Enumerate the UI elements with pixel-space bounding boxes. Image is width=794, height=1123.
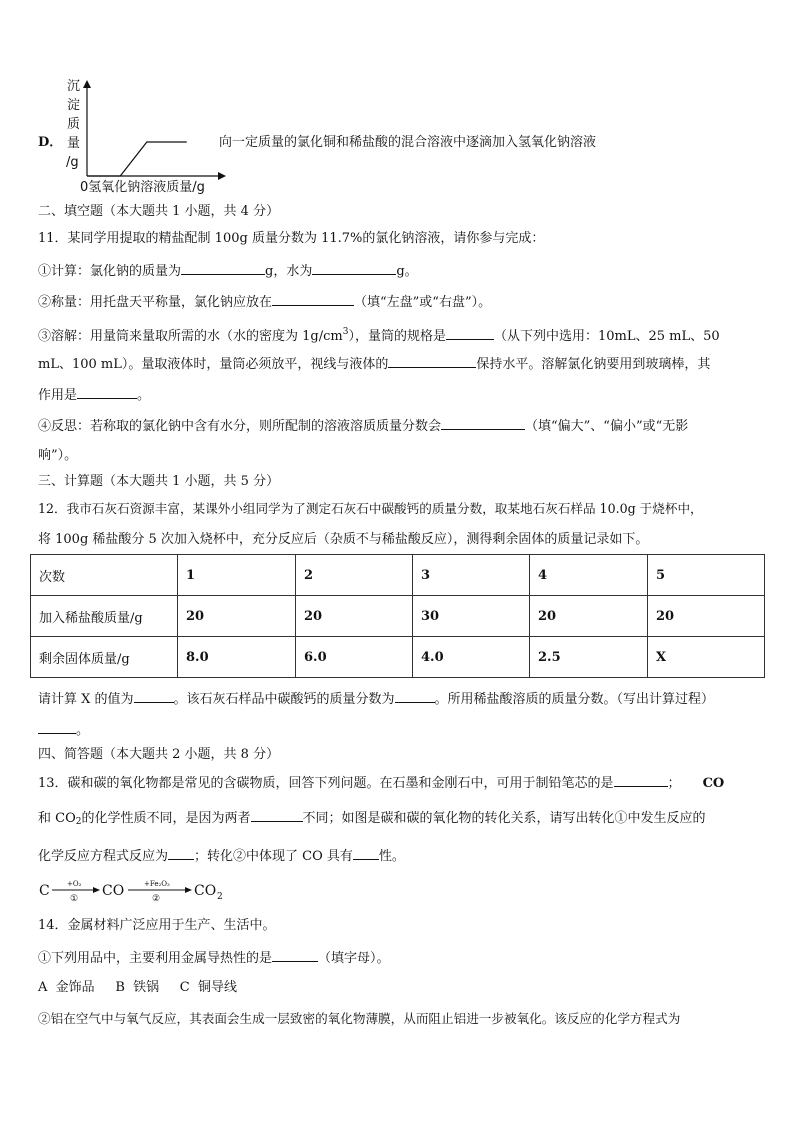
- scheme-arrow-2-top: +Fe₂O₃: [144, 880, 170, 888]
- scheme-co: CO: [102, 883, 125, 899]
- blank: [251, 809, 303, 822]
- chart-ylabel: [66, 79, 80, 170]
- precipitate-chart: [60, 76, 240, 198]
- table-cell: 3: [413, 555, 530, 596]
- q13-line2: 和 $CO_2$的化学性质不同，是因为两者 不同；如图是碳和碳的氧化物的转化关系，请写出转化①中发生反应的: [38, 811, 706, 827]
- q11-part3-line2: mL、100 mL）。量取液体时，量筒必须放平，视线与液体的 保持水平。溶解氯化钠要用到玻璃棒，其: [38, 357, 711, 372]
- table-cell: 4.0: [413, 637, 530, 678]
- blank: [272, 293, 354, 306]
- scheme-co2-sub: 2: [217, 892, 223, 902]
- y-axis-arrow: [83, 80, 91, 88]
- blank: [353, 847, 379, 860]
- option-d-label: D．: [38, 135, 63, 150]
- blank: [446, 327, 494, 340]
- q11-part1: ①计算：氯化钠的质量为 g，水为 g。: [38, 264, 418, 279]
- table-cell: 次数: [31, 555, 178, 596]
- table-cell: 20: [178, 596, 296, 637]
- q12-line2: 将 100g 稀盐酸分 5 次加入烧杯中，充分反应后（杂质不与稀盐酸反应），测得剩余固体的质量记录如下。: [38, 532, 649, 547]
- scheme-arrow-2-bottom: ②: [152, 894, 161, 904]
- chart-ylabel-char: 淀: [67, 98, 81, 113]
- table-row: [31, 637, 765, 678]
- q12-table: [30, 554, 765, 678]
- table-cell: X: [648, 637, 765, 678]
- blank: [38, 721, 76, 734]
- x-axis-arrow: [218, 172, 226, 180]
- scheme-arrowhead-2: [185, 887, 192, 893]
- q11-part3-line3: 作用是 。: [38, 388, 151, 403]
- blank: [181, 262, 265, 275]
- blank: [134, 690, 174, 703]
- table-cell: 5: [648, 555, 765, 596]
- table-cell: 30: [413, 596, 530, 637]
- section-3-heading: 三、计算题（本大题共 1 小题，共 5 分）: [38, 474, 280, 489]
- q11-stem: 11．某同学用提取的精盐配制 100g 质量分数为 11.7%的氯化钠溶液，请你参与完成：: [38, 231, 545, 246]
- scheme-arrow-1-top: +O₂: [67, 880, 82, 888]
- table-cell: 加入稀盐酸质量/g: [31, 596, 178, 637]
- section-2-heading: 二、填空题（本大题共 1 小题，共 4 分）: [38, 204, 280, 219]
- table-cell: 2: [296, 555, 413, 596]
- blank: [272, 949, 318, 962]
- carbon-conversion-scheme: [36, 872, 236, 906]
- q12-ask: 请计算 X 的值为 。该石灰石样品中碳酸钙的质量分数为 。所用稀盐酸溶质的质量分数。（写出计算过程）: [38, 692, 715, 707]
- chart-ylabel-char: 量: [67, 136, 81, 151]
- blank: [614, 774, 668, 787]
- chart-series-line: [87, 142, 187, 176]
- q11-part2: ②称量：用托盘天平称量，氯化钠应放在 （填“左盘”或“右盘”）。: [38, 295, 492, 310]
- blank: [77, 386, 137, 399]
- q11-part3-line1: ③溶解：用量筒来量取所需的水（水的密度为 $1g/cm^3$），量筒的规格是 （从下列中选用：10mL、25 mL、50: [38, 327, 720, 344]
- q14-part1: ①下列用品中，主要利用金属导热性的是 （填字母）。: [38, 951, 390, 966]
- chart-ylabel-char: 质: [67, 117, 81, 132]
- blank: [168, 847, 194, 860]
- option-d-caption: 向一定质量的氯化铜和稀盐酸的混合溶液中逐滴加入氢氧化钠溶液: [219, 135, 597, 150]
- blank: [388, 355, 476, 368]
- scheme-arrow-1-bottom: ①: [70, 894, 79, 904]
- q11-part4-line1: ④反思：若称取的氯化钠中含有水分，则所配制的溶液溶质质量分数会 （填“偏大”、“偏小”或“无影: [38, 419, 689, 434]
- chart-xlabel: 0氢氧化钠溶液质量/g: [80, 180, 205, 195]
- q12-line1: 12．我市石灰石资源丰富，某课外小组同学为了测定石灰石中碳酸钙的质量分数，取某地石灰石样品 10.0g 于烧杯中，: [38, 501, 703, 516]
- section-4-heading: 四、简答题（本大题共 2 小题，共 8 分）: [38, 747, 280, 762]
- table-cell: 4: [530, 555, 648, 596]
- table-cell: 20: [296, 596, 413, 637]
- table-row: [31, 596, 765, 637]
- blank: [395, 690, 435, 703]
- table-cell: 8.0: [178, 637, 296, 678]
- q11-part4-line2: 响”）。: [38, 448, 78, 463]
- q14-options: A 金饰品 B 铁锅 C 铜导线: [38, 980, 238, 995]
- blank: [312, 262, 396, 275]
- table-cell: 20: [648, 596, 765, 637]
- table-cell: 剩余固体质量/g: [31, 637, 178, 678]
- q14-part2: ②铝在空气中与氧气反应，其表面会生成一层致密的氧化物薄膜，从而阻止铝进一步被氧化。该反应的化学方程式为: [38, 1011, 681, 1026]
- table-cell: 6.0: [296, 637, 413, 678]
- blank: [441, 417, 525, 430]
- q13-line1: 13．碳和碳的氧化物都是常见的含碳物质，回答下列问题。在石墨和金刚石中，可用于制铅笔芯的是 ； CO: [38, 776, 725, 791]
- table-cell: 2.5: [530, 637, 648, 678]
- q13-line3: 化学反应方程式反应为 ；转化②中体现了 CO 具有 性。: [38, 849, 405, 864]
- table-cell: 1: [178, 555, 296, 596]
- scheme-c: C: [39, 883, 50, 899]
- scheme-arrowhead-1: [93, 887, 100, 893]
- table-row: [31, 555, 765, 596]
- table-cell: 20: [530, 596, 648, 637]
- q14-stem: 14．金属材料广泛应用于生产、生活中。: [38, 918, 276, 933]
- chart-ylabel-char: /g: [66, 155, 79, 170]
- chart-ylabel-char: 沉: [67, 79, 81, 94]
- q12-ask-end: 。: [38, 721, 89, 739]
- scheme-co2: CO: [194, 883, 217, 899]
